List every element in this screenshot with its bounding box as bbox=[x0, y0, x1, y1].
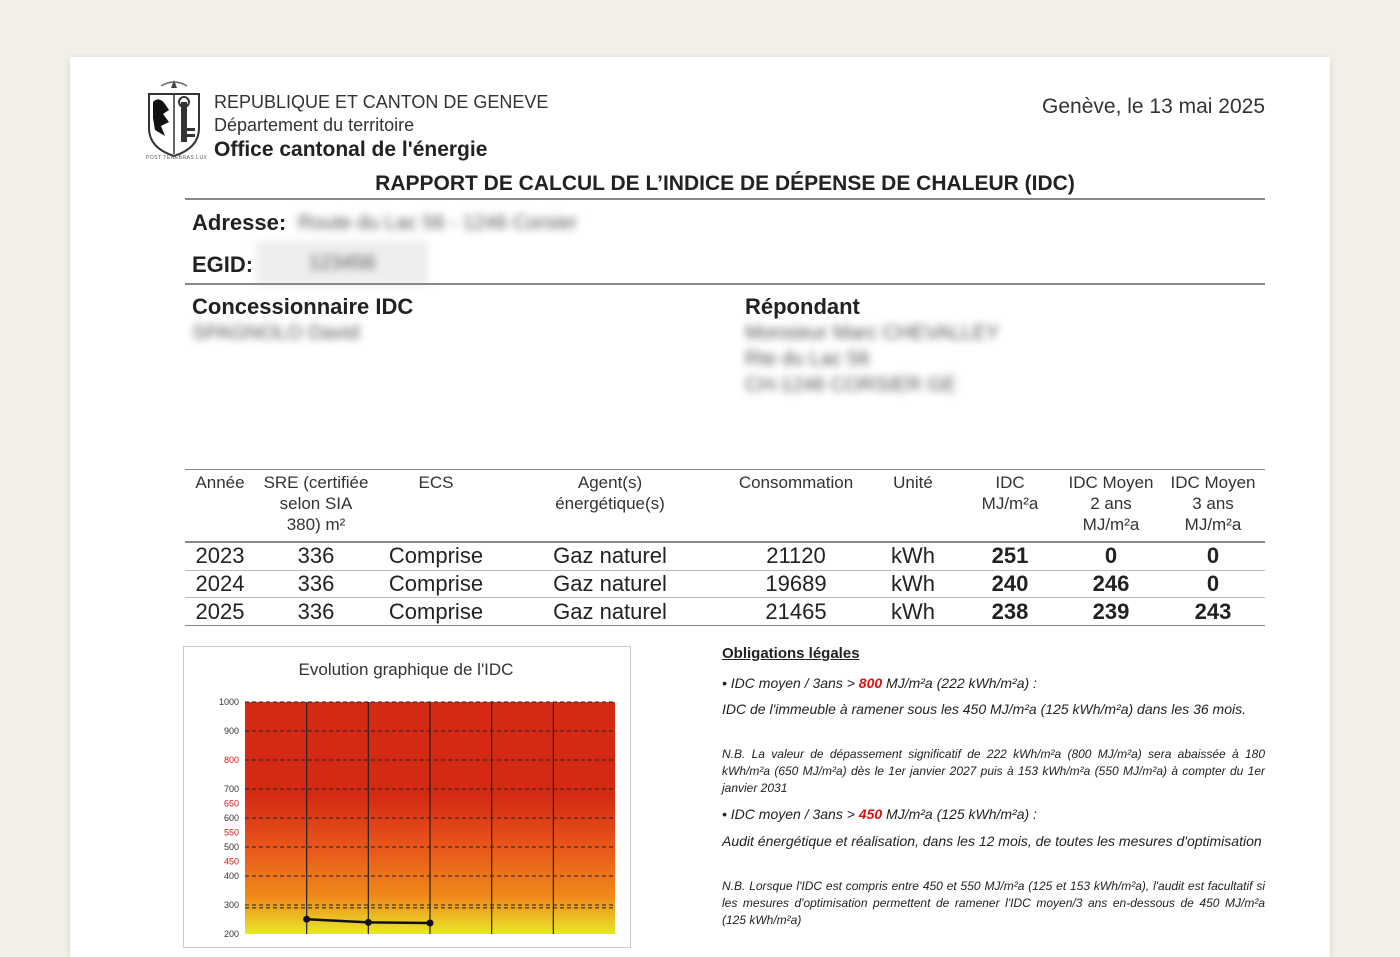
y-tick-label: 650 bbox=[223, 798, 239, 809]
cell-unite: kWh bbox=[891, 599, 935, 624]
b1-post: MJ/m²a (222 kWh/m²a) : bbox=[882, 675, 1037, 691]
th-unite: Unité bbox=[893, 473, 933, 492]
cell-idc3: 243 bbox=[1194, 599, 1232, 624]
th-idc2-3: MJ/m²a bbox=[1082, 515, 1140, 534]
obligation-bullet-2 bbox=[722, 806, 1037, 822]
geneva-crest-logo bbox=[143, 78, 208, 162]
cell-conso: 19689 bbox=[765, 571, 827, 596]
table-top-rule bbox=[185, 469, 1265, 470]
b1-threshold: 800 bbox=[858, 675, 883, 691]
y-tick-label: 900 bbox=[223, 726, 239, 736]
obligation-bullet-1 bbox=[722, 675, 1037, 691]
cell-agent: Gaz naturel bbox=[553, 571, 667, 596]
cell-idc2: 0 bbox=[1104, 543, 1118, 568]
header-date: Genève, le 13 mai 2025 bbox=[1042, 95, 1265, 118]
th-idc3-3: MJ/m²a bbox=[1184, 515, 1242, 534]
th-idc3-2: 3 ans bbox=[1192, 494, 1234, 513]
th-conso: Consommation bbox=[738, 473, 854, 492]
b2-pre: • IDC moyen / 3ans > bbox=[722, 806, 859, 822]
b1-pre: • IDC moyen / 3ans > bbox=[722, 675, 859, 691]
cell-sre: 336 bbox=[297, 543, 335, 568]
repondant-line-1: Monsieur Marc CHEVALLEY bbox=[745, 322, 1000, 344]
cell-sre: 336 bbox=[297, 599, 335, 624]
obligation-note-2: N.B. Lorsque l'IDC est compris entre 450 et 550 MJ/m²a (125 et 153 kWh/m²a), l'audit est facultatif si les mesures d'optimisation permettent de ramener l'IDC moyen/3 ans en-dessous de 450 MJ/m²a (125 kWh/m²a) bbox=[722, 879, 1265, 927]
obligation-paragraph-2: Audit énergétique et réalisation, dans les 12 mois, de toutes les mesures d'optimisation bbox=[722, 833, 1262, 849]
series-point bbox=[427, 919, 434, 926]
y-tick-label: 700 bbox=[223, 784, 239, 794]
series-point bbox=[365, 919, 372, 926]
cell-annee: 2023 bbox=[195, 543, 245, 568]
cell-ecs: Comprise bbox=[388, 543, 484, 568]
th-agent-2: énergétique(s) bbox=[555, 494, 665, 513]
y-tick-label: 450 bbox=[223, 856, 239, 867]
chart-title: Evolution graphique de l'IDC bbox=[298, 660, 514, 679]
y-tick-label: 800 bbox=[223, 755, 239, 765]
cell-idc2: 246 bbox=[1092, 571, 1130, 596]
cell-ecs: Comprise bbox=[388, 599, 484, 624]
cell-idc3: 0 bbox=[1206, 571, 1220, 596]
address-value: Route du Lac 56 - 1246 Corsier bbox=[298, 212, 578, 234]
th-idc bbox=[970, 472, 1050, 514]
header-department: Département du territoire bbox=[214, 115, 415, 135]
th-sre-1: SRE (certifiée bbox=[263, 473, 369, 492]
series-point bbox=[303, 916, 310, 923]
cell-annee: 2024 bbox=[195, 571, 245, 596]
report-title: RAPPORT DE CALCUL DE L’INDICE DE DÉPENSE DE CHALEUR (IDC) bbox=[375, 172, 1075, 195]
table-bottom-rule bbox=[185, 625, 1265, 626]
egid-label: EGID: bbox=[192, 252, 254, 277]
cell-conso: 21120 bbox=[766, 543, 826, 568]
title-rule bbox=[185, 198, 1265, 200]
cell-idc2: 239 bbox=[1092, 599, 1130, 624]
th-idc2-2: 2 ans bbox=[1090, 494, 1132, 513]
concessionnaire-label: Concessionnaire IDC bbox=[192, 294, 414, 319]
th-idc3 bbox=[1162, 472, 1264, 535]
repondant-label: Répondant bbox=[745, 294, 860, 319]
y-tick-label: 1000 bbox=[218, 697, 239, 707]
th-agent bbox=[530, 472, 690, 514]
th-sre-2: selon SIA bbox=[279, 494, 353, 513]
th-ecs: ECS bbox=[418, 473, 454, 492]
cell-idc3: 0 bbox=[1206, 543, 1220, 568]
y-tick-label: 300 bbox=[223, 900, 239, 910]
cell-idc: 238 bbox=[991, 599, 1029, 624]
cell-idc: 240 bbox=[991, 571, 1029, 596]
cell-idc: 251 bbox=[991, 543, 1029, 568]
concessionnaire-value: SPAGNOLO David bbox=[192, 322, 360, 344]
cell-unite: kWh bbox=[891, 543, 935, 568]
y-tick-label: 400 bbox=[223, 871, 239, 881]
egid-rule bbox=[185, 283, 1265, 285]
cell-unite: kWh bbox=[891, 571, 935, 596]
cell-agent: Gaz naturel bbox=[553, 543, 667, 568]
b2-threshold: 450 bbox=[858, 806, 883, 822]
th-idc3-1: IDC Moyen bbox=[1170, 473, 1256, 492]
y-tick-label: 550 bbox=[223, 827, 239, 838]
obligations-title: Obligations légales bbox=[722, 645, 860, 662]
th-sre-3: 380) m² bbox=[286, 515, 346, 534]
header-office: Office cantonal de l'énergie bbox=[214, 138, 488, 161]
th-idc-1: IDC bbox=[995, 473, 1025, 492]
th-idc2-1: IDC Moyen bbox=[1068, 473, 1154, 492]
th-sre bbox=[252, 472, 380, 535]
obligation-paragraph-1: IDC de l'immeuble à ramener sous les 450 MJ/m²a (125 kWh/m²a) dans les 36 mois. bbox=[722, 701, 1246, 717]
row-rule bbox=[185, 597, 1265, 598]
repondant-line-3: CH-1246 CORSIER GE bbox=[745, 374, 957, 396]
th-idc-2: MJ/m²a bbox=[981, 494, 1039, 513]
cell-annee: 2025 bbox=[195, 599, 245, 624]
egid-value: 123456 bbox=[256, 241, 428, 285]
y-tick-label: 200 bbox=[223, 929, 239, 939]
y-tick-label: 500 bbox=[223, 842, 239, 852]
b2-post: MJ/m²a (125 kWh/m²a) : bbox=[882, 806, 1037, 822]
idc-chart bbox=[200, 690, 630, 939]
crest-motto: POST TENEBRAS LUX bbox=[146, 155, 208, 161]
th-idc2 bbox=[1060, 472, 1162, 535]
y-tick-label: 600 bbox=[223, 813, 239, 823]
header-republic: REPUBLIQUE ET CANTON DE GENEVE bbox=[214, 92, 549, 112]
cell-conso: 21465 bbox=[765, 599, 827, 624]
cell-ecs: Comprise bbox=[388, 571, 484, 596]
address-label: Adresse: bbox=[192, 210, 287, 235]
th-agent-1: Agent(s) bbox=[577, 473, 643, 492]
cell-sre: 336 bbox=[297, 571, 335, 596]
repondant-line-2: Rte du Lac 56 bbox=[745, 348, 870, 370]
cell-agent: Gaz naturel bbox=[553, 599, 667, 624]
th-annee: Année bbox=[195, 473, 245, 492]
obligation-note-1: N.B. La valeur de dépassement significatif de 222 kWh/m²a (800 MJ/m²a) sera abaissée à 180 kWh/m²a (650 MJ/m²a) dès le 1er janvier 2027 puis à 153 kWh/m²a (550 MJ/m²a) à compter du 1er janvier 2031 bbox=[722, 747, 1265, 795]
